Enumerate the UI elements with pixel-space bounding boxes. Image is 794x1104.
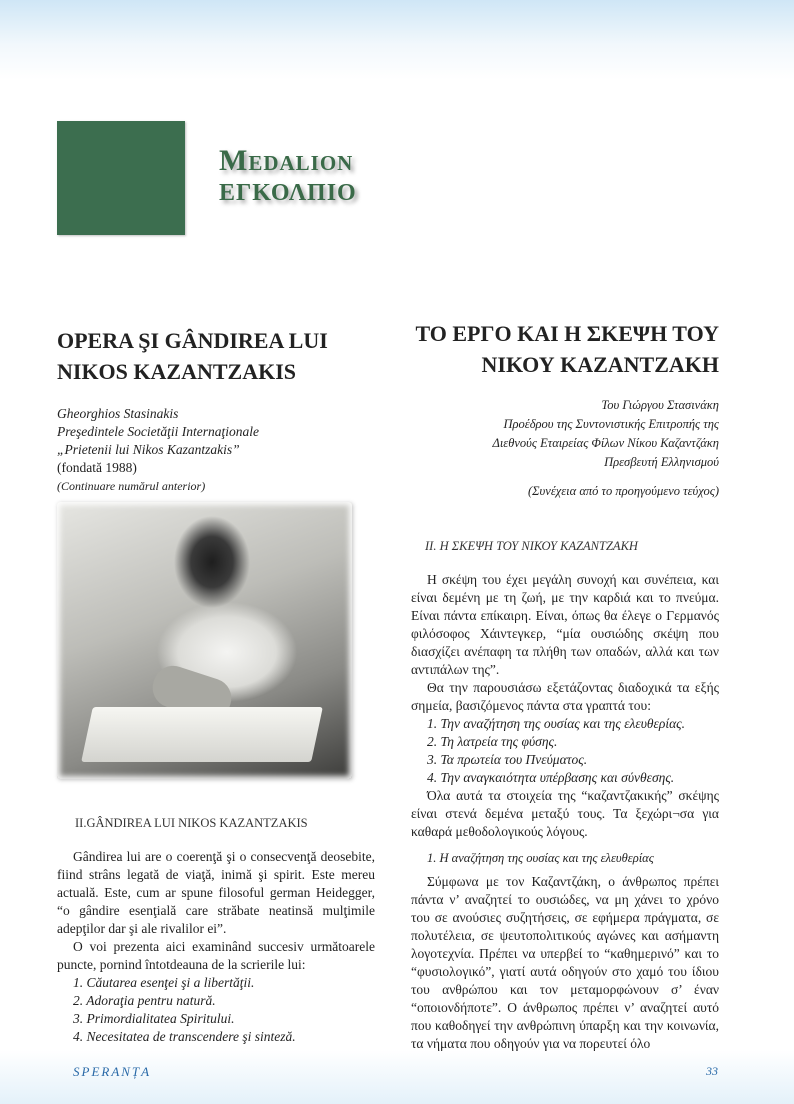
greek-role: Πρεσβευτή Ελληνισμού [604,455,719,469]
greek-role: Προέδρου της Συντονιστικής Επιτροπής της [503,417,719,431]
romanian-points-list [57,974,375,1046]
greek-article-title [359,318,719,380]
section-title: Medalion [219,144,354,177]
greek-title-line: ΤΟ ΕΡΓΟ ΚΑΙ Η ΣΚΕΨΗ ΤΟΥ [415,321,719,346]
romanian-body [57,848,375,1046]
author-portrait-photo [57,502,352,779]
greek-paragraph: Όλα αυτά τα στοιχεία της “καζαντζακικής” σκέψης είναι στενά δεμένα μεταξύ τους. Τα ξεχώρι¬σα για καθαρά μεθοδολογικούς λόγους. [411,788,719,839]
greek-paragraph: Η σκέψη του έχει μεγάλη συνοχή και συνέπεια, και είναι δεμένη με τη ζωή, με την καρδιά και το πνεύμα. Είναι πάντα επίκαιρη. Είναι, όπως θα έλεγε ο Γερμανός φιλόσοφος Χάιντεγκερ, “μία ουσιώδης σκέψη που διασχίζει ανέπαφη τα πλήθη των οπαδών, αλλά και των αντιπάλων της”. [411,572,719,677]
list-item: 4. Necesitatea de transcendere şi sinteză. [73,1029,296,1044]
romanian-article-title [57,325,397,387]
list-item: 1. Căutarea esenţei şi a libertăţii. [73,975,255,990]
list-item: 3. Τα πρωτεία του Πνεύματος. [427,752,588,767]
romanian-title-line: OPERA ŞI GÂNDIREA LUI [57,328,328,353]
list-item: 3. Primordialitatea Spiritului. [73,1011,235,1026]
section-subtitle: ΕΓΚΟΛΠΙΟ [219,180,357,206]
medalion-green-square [57,121,185,235]
romanian-founded: (fondată 1988) [57,460,137,475]
list-item: 2. Τη λατρεία της φύσης. [427,734,558,749]
greek-author: Του Γιώργου Στασινάκη [601,398,719,412]
romanian-title-line: NIKOS KAZANTZAKIS [57,359,297,384]
page-number: 33 [706,1064,718,1078]
romanian-section-heading: II.GÂNDIREA LUI NIKOS KAZANTZAKIS [75,816,308,830]
romanian-continuation-note: (Continuare numărul anterior) [57,479,206,493]
romanian-byline [57,405,377,495]
romanian-author: Gheorghios Stasinakis [57,406,179,421]
greek-body [411,571,719,1053]
romanian-role: Preşedintele Societăţii Internaţionale [57,424,259,439]
list-item: 1. Την αναζήτηση της ουσίας και της ελευθερίας. [427,716,686,731]
magazine-name: SPERANȚA [73,1064,152,1079]
greek-subheading: 1. Η αναζήτηση της ουσίας και της ελευθερίας [427,851,654,865]
photo-book-shape [81,707,323,762]
greek-paragraph: Σύμφωνα με τον Καζαντζάκη, ο άνθρωπος πρέπει πάντα ν’ αναζητεί το ουσιώδες, να μη χάνει το χρόνο του σε ανούσιες συζητήσεις, σε εφήμερα πράγματα, σε πολυτέλεια, σε ψευτοπολιτικούς αγώνες και ασήμαντη λογοτεχνία. Πρέπει να υπερβεί το “καθημερινό” και το “φυσιολογικό”, γιατί αυτά οδηγούν στο χαμό του ίδιου του ανθρώπου και τον μεταμορφώνουν σ’ έναν “οποιονδήποτε”. Ο άνθρωπος πρέπει ν’ αναζητεί αυτό που καθοδηγεί την ανθρώπινη ύπαρξη και την κοινωνία, τα νήματα που οδηγούν για να πορευτεί όλο [411,874,719,1051]
romanian-paragraph: Gândirea lui are o coerenţă şi o consecvenţă deosebite, fiind strâns legată de viaţă, inimă şi spirit. Este mereu actuală. Este, cum ar spune filosoful german Heidegger, “o gândire esenţială care străbate neatinsă mulţimile adepţilor dar şi ale rivalilor ei”. [57,849,375,936]
list-item: 2. Adoraţia pentru natură. [73,993,216,1008]
greek-title-line: ΝΙΚΟΥ ΚΑΖΑΝΤΖΑΚΗ [481,352,719,377]
greek-paragraph: Θα την παρουσιάσω εξετάζοντας διαδοχικά τα εξής σημεία, βασιζόμενος πάντα στα γραπτά του: [411,680,719,713]
romanian-paragraph: O voi prezenta aici examinând succesiv următoarele puncte, pornind întotdeauna de la scrierile lui: [57,939,375,972]
greek-section-heading: II. Η ΣΚΕΨΗ ΤΟΥ ΝΙΚΟΥ ΚΑΖΑΝΤΖΑΚΗ [425,539,638,553]
greek-role: Διεθνούς Εταιρείας Φίλων Νίκου Καζαντζάκη [492,436,719,450]
greek-byline [359,396,719,501]
greek-continuation-note: (Συνέχεια από το προηγούμενο τεύχος) [527,484,719,498]
list-item: 4. Την αναγκαιότητα υπέρβασης και σύνθεσης. [427,770,675,785]
romanian-role: „Prietenii lui Nikos Kazantzakis” [57,442,240,457]
greek-points-list [411,715,719,787]
